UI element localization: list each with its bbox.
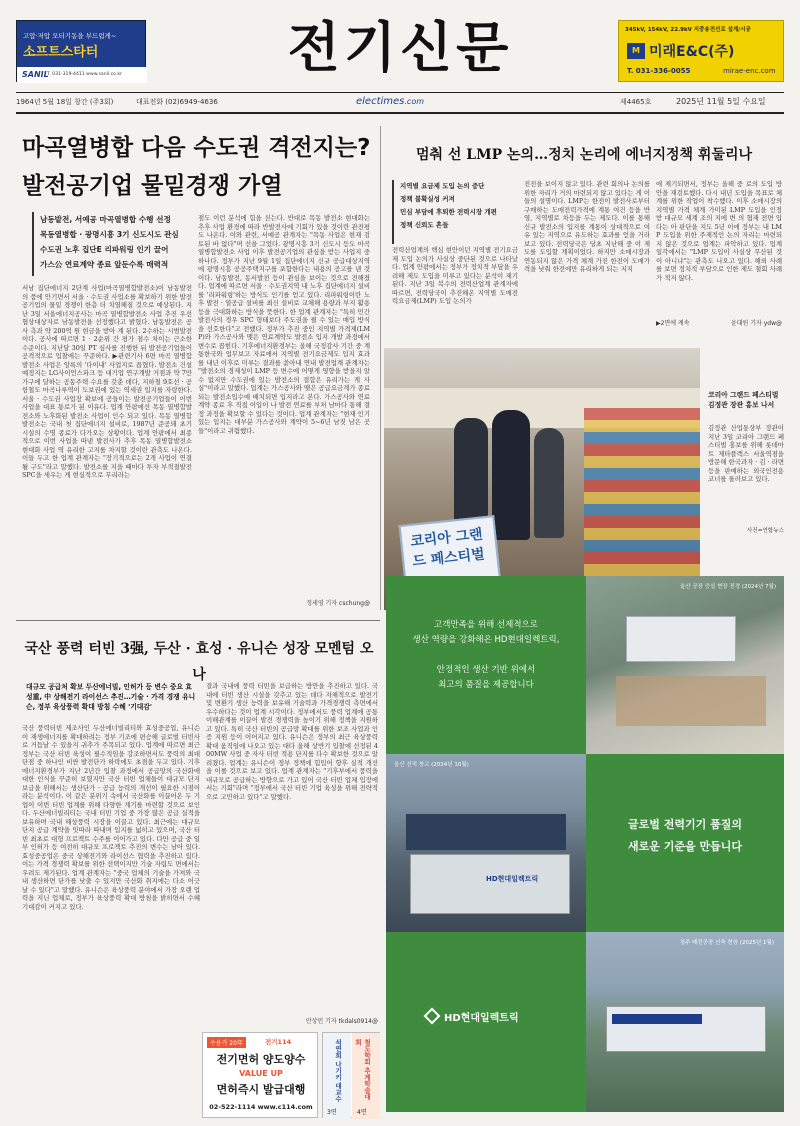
article2-body-col1: 전력산업계의 핵심 현안이던 지역별 전기요금제 도입 논의가 사실상 중단된 것으로 나타났다. 업계 안팎에서는 정부가 정치적 부담을 우려해 제도 도입을 미루고 있다는 분석이 제기된다. 지난 3일 복수의 전력산업계 관계자에 따르면, 전력당국이 추진해온 지역별 도매전력요금제(LMP) 도입 논의가 (392, 246, 518, 305)
ad-license-tag: 수용가 20年 (207, 1037, 246, 1048)
article1-headline1: 마곡열병합 다음 수도권 격전지는? (22, 135, 371, 161)
deck-line: 수도권 노후 집단E 리파워링 인기 끌어 (40, 245, 169, 254)
dateline (16, 94, 784, 110)
ad-hd-photo3: 청주 배전공장 신축 현장 (2025년 1월) (586, 932, 784, 1112)
site-link[interactable]: electimes.com (356, 96, 425, 107)
side-box (322, 1032, 380, 1118)
article3-body-col2: 결과 국내에 풍력 터빈을 보급하는 방안을 추진하고 있다. 국내에 터빈 생산 시설을 갖추고 있는 데다 자체적으로 발전기 및 변환기 생산 능력을 보유해 기술력과 가격경쟁력 측면에서 우수하다는 것이 업계 시각이다. 정부에서도 풍력 업계에 공통 이해관계를 이끌어 발전 경쟁력을 높이기 위해 정책을 지원하고 있다. 특히 국산 터빈의 공급망 확대를 위한 보조 사업과 인증 지원 등이 이어지고 있다. 유니슨은 정부의 최근 육상풍력 확대 움직임에 나오고 있는 대다 올해 상반기 입찰에 선정된 400MW 사업 중 자사 터빈 적용 단지를 다수 확보한 것으로 알려졌다. 업계는 유니슨이 정부 정책에 힘입어 향후 실적 개선을 이룰 것으로 보고 있다. 업계 관계자는 "기후부에서 풍력을 대규모로 공급하는 방향으로 가고 있어 국산 터빈 업체 입장에서는 기회"라며 "정부에서 국산 터빈 기업 육성을 위해 전략적으로 고민하고 있다"고 말했다. (206, 682, 378, 801)
article3-headline: 국산 풍력 터빈 3强, 두산 · 효성 · 유니슨 성장 모멘텀 오나 (24, 641, 374, 683)
ad-license-phone: 02-522-1114 www.c114.com (209, 1103, 313, 1111)
hd-logo-icon (424, 1008, 441, 1025)
festival-sign: 코리아 그랜드 페스티벌 (399, 515, 502, 595)
photo1-caption: 김정관 산업통상부 장관이 지난 3일 코리아 그랜드 페스티벌 홍보를 위해 롯데마트 제타플렉스 서울역점을 방문해 한국과자 · 김 · 라면 등을 판매하는 외국인전용코너를 둘러보고 있다. (708, 424, 784, 483)
ad-softstarter[interactable] (16, 20, 146, 82)
ad-hd-green-bottom: HD현대일렉트릭 (386, 932, 586, 1112)
side-box-col1[interactable]: 석연희 나기키 대교수 (334, 1039, 342, 1103)
article3-deck: 대규모 공급처 확보 두산에너빌, 인허가 등 변수 중요 효성重, 中 상해전기 라이선스 추진…기술 · 가격 경쟁 유니슨, 정부 육상풍력 확대 방침 수혜 '기대감' (26, 683, 196, 711)
deck-line: 목동열병합 · 광명시흥 3기 신도시도 관심 (40, 230, 179, 239)
founded-date: 1964년 5월 18일 창간 (주3회) (16, 98, 114, 106)
deck-line: 정책 신뢰도 흔들 (400, 221, 449, 229)
article2-byline: 윤대원 기자 ydw@ (730, 320, 782, 327)
ad-hd-hyundai[interactable] (386, 576, 784, 1112)
ad-brand: SANIL (22, 70, 49, 79)
ad-title: 소프트스타터 (23, 45, 99, 60)
festival-photo (384, 348, 700, 610)
article2-body-col2: 진전을 보이지 않고 있다. 관련 회의나 논의를 위한 자리가 거의 마련되지 않고 있다는 게 이들의 설명이다. LMP는 한전이 발전사로부터 구매하는 도매전력가격에 계통 여건 등을 반영, 지역별로 차등을 두는 제도다. 이를 통해 신규 발전소의 입지를 계통이 상대적으로 여유 있는 지역으로 유도하는 효과를 얻을 거라 보고 있다. 전력당국은 당초 지난해 중 이 제도를 도입할 계획이었다. 하지만 소매시장과 연동되지 않은 가격 체계 가진 한전이 도매가격을 낮춰 한전에만 유리하게 되는 지지 (524, 180, 650, 273)
photo1-caption-title: 코리아 그랜드 페스티벌 김정관 장관 홍보 나서 (708, 391, 779, 409)
article1-body-col2: 점도 이런 분석에 힘을 싣는다. 반대로 목동 발전소 현대화는 추후 사업 환경에 따라 반발전사에 기회가 있을 것이란 관전평도 나온다. 이와 관련, 서예공 관계자는 "목동 사업은 현재 검토된 바 없다"며 선을 그었다. 광명시흥 3기 신도시 등도 마곡 열병합발전소 사업 이후 발전공기업의 관심을 받는 사업지 중 하나다. 정부가 지난 9월 1일 집단에너지 신규 공급대상지역에 광명시흥 공공주택지구를 포함한다는 내용의 공고를 낸 것이다. 남동발전, 동서발전 등이 관심을 보이는 것으로 전해졌다. 업계에 따르면 서울 · 수도권지역 내 노후 집단에너지 설비를 '리파워링'하는 방식도 인기를 얻고 있다. 리파워링이란 노후 발전 · 열공급 설비를 최신 설비로 교체해 용량과 부지 활용 등을 극대화하는 방식을 뜻한다. 한 업계 관계자는 "특히 민간 발전사의 경우 SPC 형태보다 주도권을 쥘 수 있는 매입 방식을 선호한다"고 전했다. 정부가 추진 중인 지역별 가격제(LMP)와 가스공사와 맺은 연료계약도 발전소 입지 개발 과정에서 변수로 꼽힌다. 기후에너지환경부는 올해 국정감사 기간 중 계통한국와 업무보고 자료에서 지역별 전기요금제도 입지 효과를 내년 이후로 미루는 결과를 쏟아내 연내 발전업계 관계자는 "발전소의 경제성이 LMP 등 변수에 어떻게 영향을 받을지 알 수 없지만 수도권에 있는 발전소의 결합은 유리가는 게 사실"이라고 말했다. 업계는 가스공사와 맺은 공급요금계가 종료되는 발전소입수에 배치되면 입지라고 본다. 가스공사와 연료계약 종료 후 직접 이입이 나 발전 연료를 부처 남마다 통해 결정 과정을 확보할 수 있다는 것이다. 업계 관계자는 "현재 인기 있는 입지는 대부분 가스공사와 계약이 5~6년 남짓 남은 곳들"이라고 귀띔했다. (198, 214, 370, 435)
ad-mirae-brand: 미래E&C(주) (649, 44, 735, 60)
article2-related[interactable]: ▶2면에 계속 (656, 320, 690, 327)
article3-body-col1: 국산 풍력터빈 제조사인 두산에너빌리티와 효성중공업, 유니슨이 재생에너지를 확대하려는 정부 기조에 편승해 글로벌 터빈사로 거듭날 수 있을지 귀추가 주목되고 있다. 업계에 따르면 최근 정부는 국산 터빈 육성이 필수적임을 강조하면서도 풍력의 최대 단점 중 하나인 비싼 발전단가 하락에도 초점을 두고 있다. 기후에너지환경부가 지난 2년간 입찰 과정에서 공급망의 국산화에 대한 인식을 꾸준히 보였지만 국산 터빈 업체들이 대규모 단지 보급을 위해서는 생산단가 · 공급 능력의 개선이 필요한 시점이라는 분석이다. 이 같은 분위기 속에서 국산화를 이끌어온 두 기업이 이번 터빈 업계를 위해 다양한 계기를 마련할 것으로 보인다. 두산에너빌리티는 국내 터빈 기업 중 가장 많은 공급 실적을 보유하며 국내 해상풍력 시장을 이끌고 있다. 최근에는 대규모 단지 공급 계약을 잇따라 따내며 입지를 넓히고 있으며, 국산 터빈 최초로 대형 프로젝트 수주를 이어가고 있다. 다만 공급 중 일부 인허가 등 여전히 대규모 프로젝트 추진의 변수는 남아 있다. 효성중공업은 중국 상해전기와 라이선스 협력을 추진하고 있다. 이는 가격 경쟁력 확보를 위한 선택이지만 기술 자립도 면에서는 우려도 제기된다. 업계 관계자는 "중국 업체의 기술을 가져와 국내 생산하면 단가를 낮출 수 있지만 국산화 취지에는 다소 어긋날 수 있다"고 말했다. 유니슨은 육상풍력 분야에서 가장 오랜 업력을 지닌 업체로, 정부가 육상풍력 확대 방침을 밝히면서 수혜 기대감이 커지고 있다. (22, 724, 200, 911)
article3-byline: 안상민 기자 tkdals0914@ (305, 1018, 378, 1025)
ad-hd-photo2: HD현대일렉트릭 울산 선적 창고 (2024년 10월) (386, 754, 586, 932)
ad-mirae-top: 345kV, 154kV, 22.9kV 지중송전선로 설계/시공 (625, 27, 751, 33)
ad-hd-green-mid: 글로벌 전력기기 품질의 새로운 기준을 만듭니다 (586, 754, 784, 932)
article2-headline: 멈춰 선 LMP 논의…정치 논리에 에너지정책 휘둘리나 (415, 147, 753, 163)
ad-hd-photo1: 울산 공장 증설 현장 전경 (2024년 7월) (586, 576, 784, 754)
deck-line: 정책 불확실성 커져 (400, 195, 455, 203)
ad-tel: T. 031-319-4411 www.sanil.co.kr (47, 72, 122, 77)
ad-line1: 고압·저압 모터기동을 부드럽게~ (23, 32, 117, 40)
deck-line: 가스公 연료계약 종료 앞둔수록 매력적 (40, 260, 169, 269)
ad-hd-green-top: 고객만족을 위해 선제적으로 생산 역량을 강화해온 HD현대일렉트릭, 안정적인 생산 기반 위에서 최고의 품질을 제공합니다 (386, 576, 586, 754)
ad-license-brand: 전기114 (265, 1038, 292, 1046)
side-box-page2: 4면 (357, 1109, 367, 1116)
ad-license[interactable] (202, 1032, 318, 1118)
deck-line: 남동발전, 서예공 마곡열병합 수행 선정 (40, 215, 171, 224)
ad-mirae-web: mirae-enc.com (723, 67, 776, 75)
side-box-col2[interactable]: 철도학회 추계학술대회 (354, 1039, 371, 1100)
ad-mirae[interactable] (618, 20, 784, 82)
issue-number: 제4465호 (620, 98, 652, 106)
article1-body-col1: 서남 집단에너지 2단계 사업(마곡열병합발전소)이 남동발전의 품에 안기면서 서울 · 수도권 사업소를 확보하기 위한 발전공기업의 물밑 경쟁이 한층 더 치열해질 것으로 예상된다. 지난 3일 서울에너지공사는 마곡 열병합발전소 사업 추진 우선협상대상자로 남동발전을 선정했다고 밝혔다. 남동발전은 공사 측과 약 200억 원 현금을 받아 계 된다. 2수하는 시범발전이다. 공사에 따르면 1 · 2순위 간 평가 점수 차이는 근소한 수준이다. 지난달 30일 PT 심사를 진행한 뒤 발전공기업들이 공격적으로 입찰에는 꾸준하다. ▶관련기사 6면 마곡 열병합발전소 사업은 앙록의 '다이내' 사업지로 꼽혔다. 발전소 건설 예정지는 LG사이언스파크 등 대기업 연구개발 거점과 약 7만가구에 달하는 공동주택 수요를 갖춘 데다, 지하철 9호선 · 공항철도 마곡나루역이 도보권에 있는 역세권 입지를 자랑한다. 서울 · 수도권 사업장 확보에 공들이는 발전공기업들이 이번 사업을 대표 통로가 된 이유다. 업계 안팎에선 목동 열병합발전소와 노후화된 발전소 사업이 인수 되고 있다. 목동 열병합발전소는 국내 첫 집단에너지 설비로, 1987년 준공돼 초기 시설의 수명 종료가 다가오는 상황이다. 업계 안팎에서 최종적으로 이번 사업을 따낸 발전사가 추후 목동 열병합발전소 현대화 사업 역 유리한 고지를 차지할 것이란 관측도 나온다. 이들 두고 한 업계 관계자는 "장기적으로는 2개 사업이 연결될 구도"라고 말했다. 발전소를 지을 때마다 투자 부적절발전SPC을 세우는 게 현실적으로 무리라는 (22, 284, 192, 479)
article2-body-col3: 에 제기되면서, 정부는 올해 중 로의 도입 방안을 재검토했다. 다시 내년 도입을 목표로 체계를 위한 작업이 착수했다. 이후 소매시장의 지역별 가격 체계 가미된 LMP 도입을 인정받 대규모 세계 조의 지에 변 의 협재 전면 입다는 아 판단을 지도 5년 이에 정부는 내 LMP 도입을 위한 주제적인 논의 자리는 마련되지 않은 것으로 업계는 파악하고 있다. 업계 일각에서는 "LMP 도입이 사실상 무산된 것이 아니냐"는 관측도 나오고 있다. 해외 사례를 보면 정치적 부담으로 인한 제도 철회 사례가 적지 않다. (656, 180, 782, 282)
photo1-credit: 사진=연합뉴스 (746, 528, 784, 534)
phone-number: 대표전화 (02)6949-4636 (136, 98, 218, 106)
mirae-logo-icon: M (627, 43, 645, 59)
ad-license-value: VALUE UP (239, 1069, 283, 1078)
deck-line: 지역별 요금제 도입 논의 중단 (400, 182, 485, 190)
side-box-page1: 3면 (327, 1109, 337, 1116)
article1-deck (32, 212, 192, 276)
issue-date: 2025년 11월 5일 수요일 (676, 97, 766, 106)
article1-headline2: 발전공기업 물밑경쟁 가열 (22, 173, 283, 199)
masthead-title: 전기신문 (287, 15, 513, 79)
ad-license-title2: 면허즉시 발급대행 (216, 1083, 306, 1096)
article1-byline: 정세영 기자 cschung@ (306, 600, 370, 607)
ad-mirae-tel: T. 031-336-0055 (627, 67, 691, 75)
deck-line: 민심 부담에 후퇴한 전력시장 개편 (400, 208, 497, 216)
article2-deck (392, 180, 512, 244)
ad-license-title1: 전기면허 양도양수 (216, 1053, 306, 1066)
